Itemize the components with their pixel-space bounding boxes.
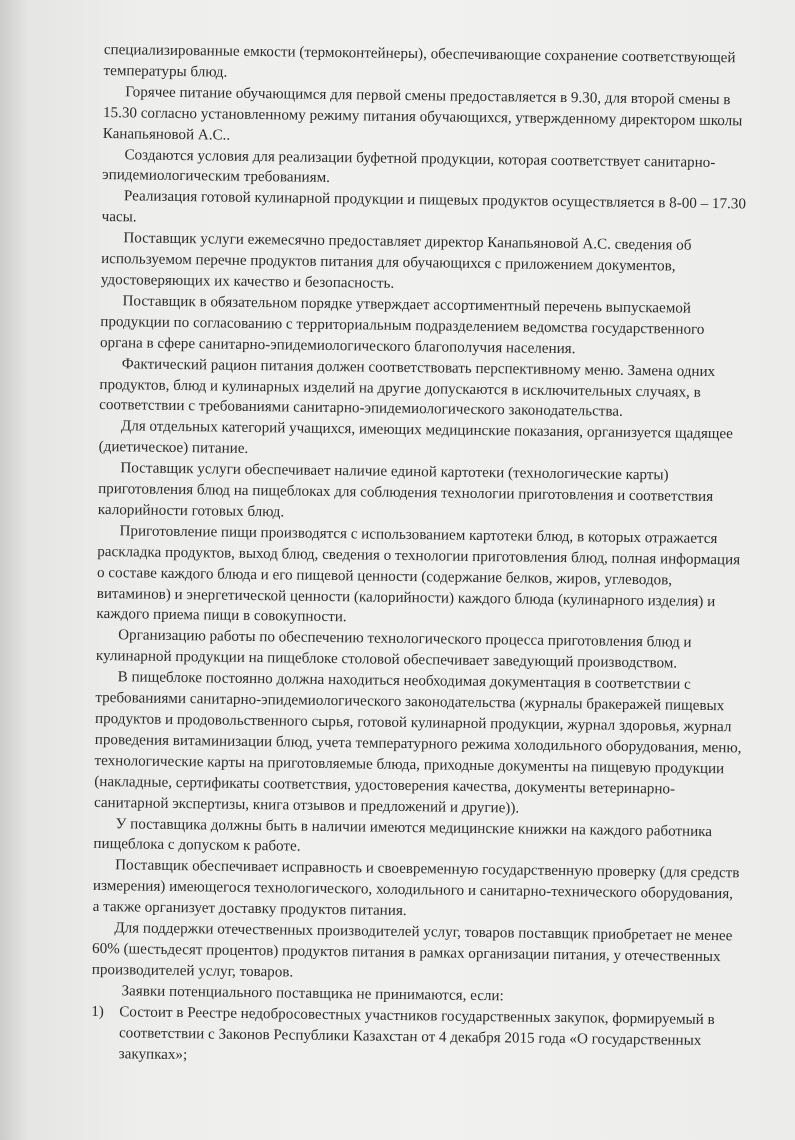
paragraph-10: Приготовление пищи производятся с использованием картотеки блюд, в которых отражается раскладка продуктов, выход блюд, сведения о технологии приготовления блюд, полная информация о составе каждого блюда и его пищевой ценности (содержание белков, жиров, углеводов, витаминов) и энергетической ценности (калорийности) каждого блюда (кулинарного изделия) и каждого приема пищи в совокупности. <box>96 523 741 626</box>
paragraph-3: Создаются условия для реализации буфетной продукции, которая соответствует санитарно-эпидемиологическим требованиям. <box>102 146 716 187</box>
paragraph-5: Поставщик услуги ежемесячно предоставляет директор Канапьяновой А.С. сведения об используемом перечне продуктов питания для обучающихся с приложением документов, удостоверяющих их качество и безопасность. <box>100 230 692 292</box>
list-item-text: Состоит в Реестре недобросовестных участников государственных закупок, формируемый в соответствии с Законов Республики Казахстан от 4 декабря 2015 года «О государственных закупках»; <box>118 1003 715 1063</box>
page-edge-shadow <box>0 0 28 1140</box>
numbered-list <box>91 1002 742 1073</box>
paragraph-11: Организацию работы по обеспечению технологического процесса приготовления блюд и кулинарной продукции на пищеблоке столовой обеспечивает заведующий производством. <box>95 627 692 672</box>
paragraph-14: Поставщик обеспечивает исправность и своевременную государственную проверку (для средств измерения) имеющегося технологического, холодильного и санитарно-технического оборудования, а также организует доставку продуктов питания. <box>92 857 740 920</box>
paragraph-8: Для отдельных категорий учащихся, имеющих медицинские показания, организуется щадящее (диетическое) питание. <box>98 418 733 458</box>
paragraph-12: В пищеблоке постоянно должна находиться необходимая документация в соответствии с требованиями санитарно-эпидемиологического законодательства (журналы бракеражей пищевых продуктов и продовольственного сырья, готовой кулинарной продукции, журнал здоровья, журнал проведения витаминизации блюд, учета температурного режима холодильного оборудования, меню, технологические карты на приготовляемые блюда, приходные документы на пищевую продукции (накладные, сертификаты соответствия, удостоверения качества, документы ветеринарно-санитарной экспертизы, книга отзывов и предложений и другие)). <box>93 669 742 817</box>
list-item-number: 1) <box>91 1003 104 1020</box>
paragraph-13: У поставщика должны быть в наличии имеются медицинские книжки на каждого работника пищеблока с допуском к работе. <box>93 815 713 856</box>
paragraph-2: Горячее питание обучающимся для первой смены предоставляется в 9.30, для второй смены в 15.30 согласно установленному режиму питания обучающихся, утвержденному директором школы Канапьяновой А.С.. <box>102 84 743 144</box>
paragraph-7: Фактический рацион питания должен соответствовать перспективному меню. Замена одних продуктов, блюд и кулинарных изделий на другие допускаются в исключительных случаях, в соответствии с требованиями санитарно-эпидемиологического законодательства. <box>99 355 716 421</box>
paragraph-1: специализированные емкости (термоконтейнеры), обеспечивающие сохранение соответствующей температуры блюд. <box>103 41 736 81</box>
paragraph-6: Поставщик в обязательном порядке утверждает ассортиментный перечень выпускаемой продукции по согласованию с территориальным подразделением ведомства государственного органа в сфере санитарно-эпидемиологического благополучия населения. <box>99 293 705 357</box>
paragraph-9: Поставщик услуги обеспечивает наличие единой картотеки (технологические карты) приготовления блюд на пищеблоках для соблюдения технологии приготовления и соответствия калорийности готовых блюд. <box>97 460 714 521</box>
paragraph-16: Заявки потенциального поставщика не принимаются, если: <box>121 983 504 1005</box>
paragraph-15: Для поддержки отечественных производителей услуг, товаров поставщик приобретает не менее 60% (шестьдесят процентов) продуктов питания в рамках организации питания, у отечественных производителей услуг, товаров. <box>91 920 733 981</box>
paragraph-4: Реализация готовой кулинарной продукции и пищевых продуктов осуществляется в 8-00 – 17.30 часы. <box>101 188 747 226</box>
document-body <box>91 40 754 1073</box>
list-item <box>87 1002 742 1073</box>
